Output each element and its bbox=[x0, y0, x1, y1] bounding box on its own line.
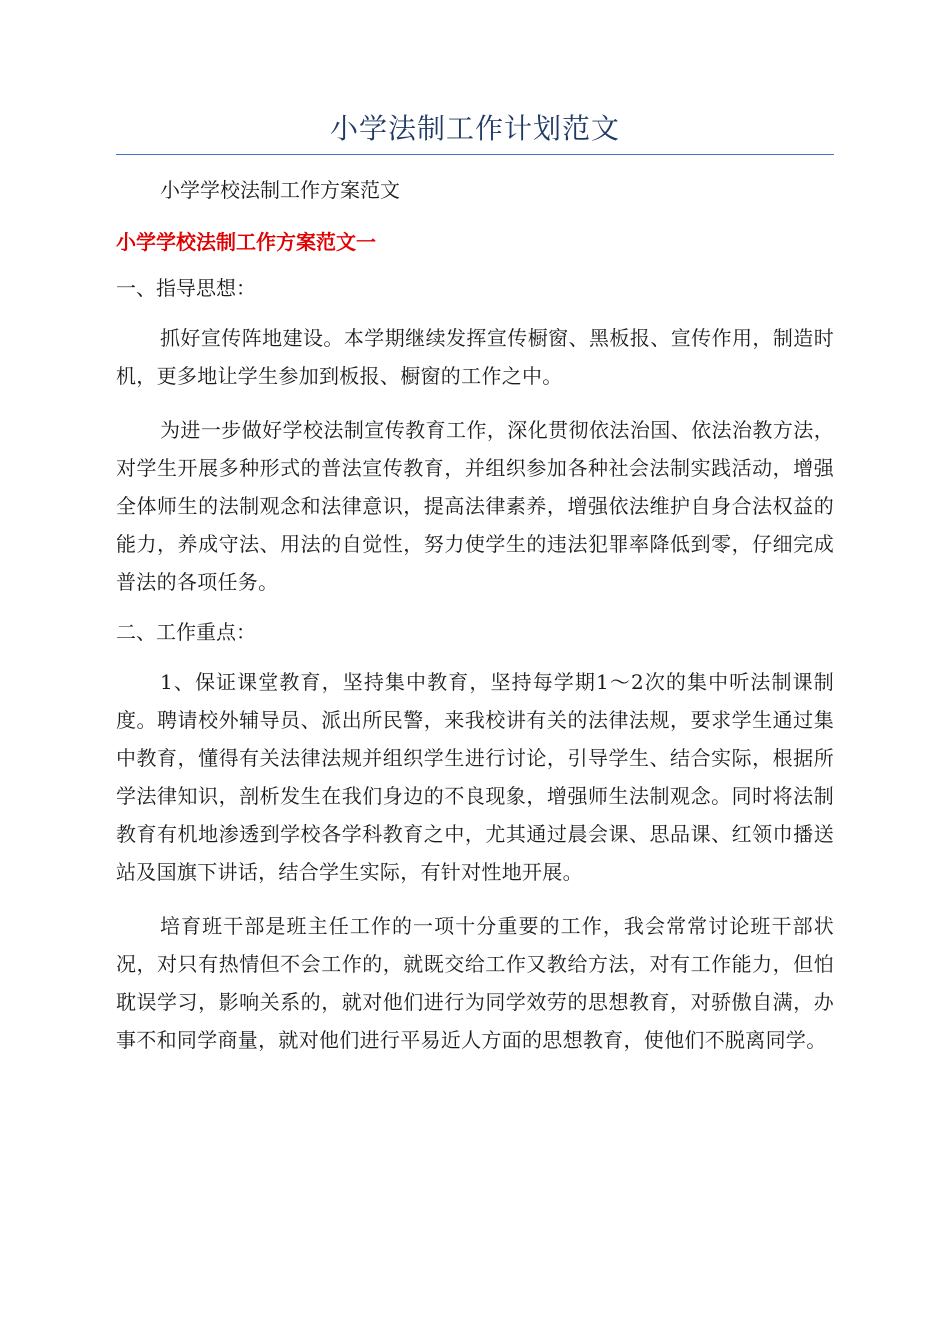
paragraph: 1、保证课堂教育，坚持集中教育，坚持每学期1～2次的集中听法制课制度。聘请校外辅导员、派出所民警，来我校讲有关的法律法规，要求学生通过集中教育，懂得有关法律法规并组织学生进行讨论，引导学生、结合实际，根据所学法律知识，剖析发生在我们身边的不良现象，增强师生法制观念。同时将法制教育有机地渗透到学校各学科教育之中，尤其通过晨会课、思品课、红领巾播送站及国旗下讲话，结合学生实际，有针对性地开展。 bbox=[116, 670, 834, 884]
section-heading-guiding-ideology: 一、指导思想： bbox=[116, 276, 256, 300]
paragraph: 为进一步做好学校法制宣传教育工作，深化贯彻依法治国、依法治教方法，对学生开展多种形式的普法宣传教育，并组织参加各种社会法制实践活动，增强全体师生的法制观念和法律意识，提高法律素养，增强依法维护自身合法权益的能力，养成守法、用法的自觉性，努力使学生的违法犯罪率降低到零，仔细完成普法的各项任务。 bbox=[116, 418, 834, 594]
title-underline bbox=[116, 154, 834, 155]
section-red-heading: 小学学校法制工作方案范文一 bbox=[116, 230, 376, 254]
document-subtitle: 小学学校法制工作方案范文 bbox=[160, 178, 400, 202]
document-page bbox=[116, 108, 834, 1059]
page-title: 小学法制工作计划范文 bbox=[329, 112, 620, 145]
paragraph: 培育班干部是班主任工作的一项十分重要的工作，我会常常讨论班干部状况，对只有热情但不会工作的，就既交给工作又教给方法，对有工作能力，但怕耽误学习，影响关系的，就对他们进行为同学效劳的思想教育，对骄傲自满，办事不和同学商量，就对他们进行平易近人方面的思想教育，使他们不脱离同学。 bbox=[116, 914, 834, 1052]
section-heading-work-focus: 二、工作重点： bbox=[116, 620, 256, 644]
paragraph: 抓好宣传阵地建设。本学期继续发挥宣传橱窗、黑板报、宣传作用，制造时机，更多地让学生参加到板报、橱窗的工作之中。 bbox=[116, 326, 834, 388]
